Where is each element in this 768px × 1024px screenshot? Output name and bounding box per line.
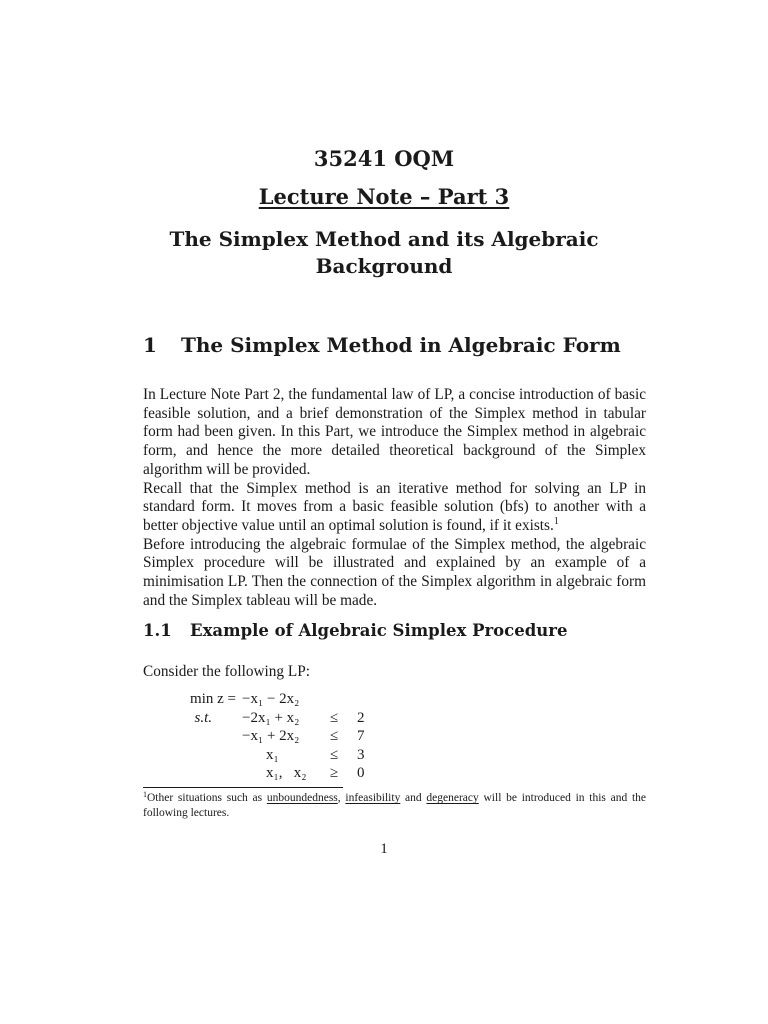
lp-constraint-relation: ≤ [330,709,339,726]
document-subtitle [0,226,768,280]
lp-subject-to-label: s.t. [194,709,212,726]
section-heading [143,333,621,357]
footnote-separator-1: , [337,792,346,804]
footnote-text-before: Other situations such as [147,792,267,804]
lp-nonnegativity-rhs: 0 [357,765,365,781]
footnote-term-degeneracy: degeneracy [426,792,479,804]
section-body [143,386,646,610]
lp-objective-label: min z = [190,691,236,707]
footnote [143,791,646,820]
lp-objective-expr: −x₁ − 2x₂ [242,691,300,707]
lp-nonnegativity-expr: x₁, x₂ [266,765,307,781]
section-number: 1 [143,333,157,357]
footnote-separator [143,787,343,788]
footnote-separator-2: and [400,792,427,804]
subsection-number: 1.1 [143,621,172,640]
subsection-heading [143,621,567,640]
footnote-mark[interactable]: 1 [553,515,559,527]
paragraph-1: In Lecture Note Part 2, the fundamental law of LP, a concise introduction of basic feasible solution, and a brief demonstration of the Simplex method in tabular form had been given. In this Part, we introduce the Simplex method in algebraic form, and hence the more detailed theoretical background of the Simplex algorithm will be provided. [143,386,646,478]
paragraph-2-text: Recall that the Simplex method is an iterative method for solving an LP in standard form. It moves from a basic feasible solution (bfs) to another with a better objective value until an optimal solution is found, if it exists. [143,479,646,534]
footnote-term-infeasibility: infeasibility [345,792,401,804]
footnote-number: 1 [143,790,147,799]
lp-constraint-expr: −2x₁ + x₂ [242,709,300,726]
course-code: 35241 OQM [313,146,455,171]
lp-constraint-rhs: 2 [357,709,365,726]
page-number: 1 [380,841,388,857]
lp-constraint-expr: x₁ [266,746,279,763]
paragraph-2 [143,480,646,536]
subtitle-line-2: Background [315,254,453,278]
lp-constraint-rhs: 3 [357,746,365,763]
lp-constraint-relation: ≤ [330,746,339,763]
lecture-title-text: Lecture Note – Part 3 [258,184,510,209]
footnote-term-unboundedness: unboundedness [266,792,338,804]
lp-constraint-relation: ≤ [330,728,339,744]
paragraph-3: Before introducing the algebraic formulae of the Simplex method, the algebraic Simplex procedure will be illustrated and explained by an example of a minimisation LP. Then the connection of the Simplex algorithm in algebraic form and the Simplex tableau will be made. [143,535,646,609]
subsection-title: Example of Algebraic Simplex Procedure [190,621,568,640]
footnote-text-after: will be introduced in this and the following lectures. [143,792,647,819]
section-title: The Simplex Method in Algebraic Form [181,333,621,357]
subtitle-line-1: The Simplex Method and its Algebraic [169,227,599,251]
lecture-title [0,184,768,209]
lp-constraint-rhs: 7 [357,728,365,744]
lp-nonnegativity-relation: ≥ [330,765,339,781]
lp-intro: Consider the following LP: [143,663,310,680]
lp-constraint-expr: −x₁ + 2x₂ [242,728,300,744]
